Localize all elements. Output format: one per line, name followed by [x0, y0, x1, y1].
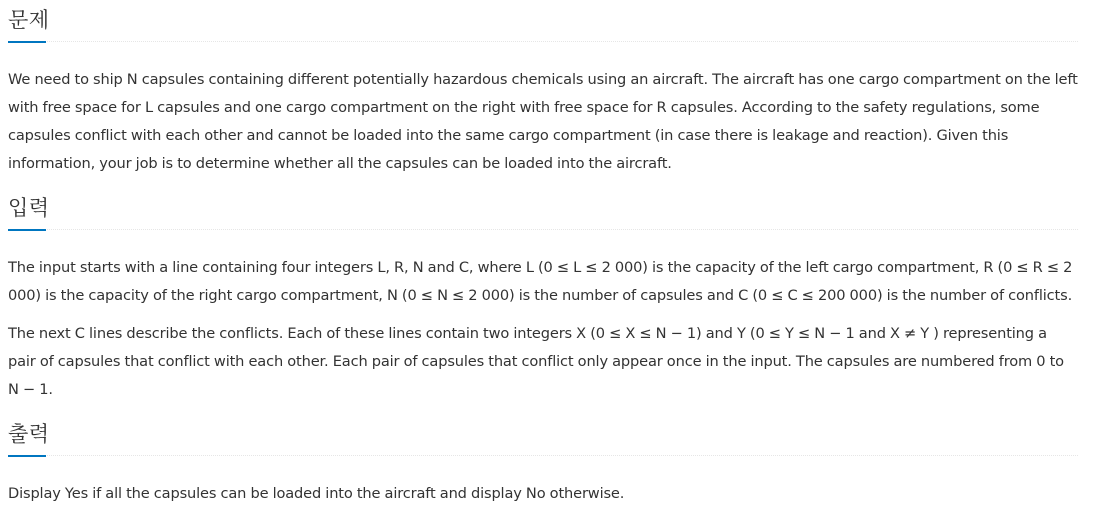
output-section	[8, 414, 1078, 508]
problem-title-underline	[8, 41, 46, 43]
output-description: Display Yes if all the capsules can be loaded into the aircraft and display No otherwise.	[8, 485, 625, 502]
input-title-underline	[8, 229, 46, 231]
input-description-conflicts: The next C lines describe the conflicts. Each of these lines contain two integers X (0 ≤ X ≤ N − 1) and Y (0 ≤ Y ≤ N − 1 and X ≠ Y ) representing a pair of capsules that conflict with each other. Each pair of capsules that conflict only appear once in the input. The capsules are numbered from 0 to N − 1.	[8, 325, 1064, 398]
output-title-underline	[8, 455, 46, 457]
problem-description: We need to ship N capsules containing different potentially hazardous chemicals using an aircraft. The aircraft has one cargo compartment on the left with free space for L capsules and one cargo compartment on the right with free space for R capsules. According to the safety regulations, some capsules conflict with each other and cannot be loaded into the same cargo compartment (in case there is leakage and reaction). Given this information, your job is to determine whether all the capsules can be loaded into the aircraft.	[8, 71, 1078, 172]
problem-body	[8, 42, 1078, 178]
input-description-first: The input starts with a line containing four integers L, R, N and C, where L (0 ≤ L ≤ 2 000) is the capacity of the left cargo compartment, R (0 ≤ R ≤ 2 000) is the capacity of the right cargo compartment, N (0 ≤ N ≤ 2 000) is the number of capsules and C (0 ≤ C ≤ 200 000) is the number of conflicts.	[8, 259, 1073, 304]
problem-section-header	[8, 0, 1078, 42]
input-body	[8, 230, 1078, 404]
input-section	[8, 188, 1078, 404]
output-section-header	[8, 414, 1078, 456]
output-title: 출력	[8, 422, 50, 446]
input-title: 입력	[8, 196, 50, 220]
input-section-header	[8, 188, 1078, 230]
problem-section	[8, 0, 1078, 178]
problem-title: 문제	[8, 8, 50, 32]
output-body	[8, 456, 1078, 508]
